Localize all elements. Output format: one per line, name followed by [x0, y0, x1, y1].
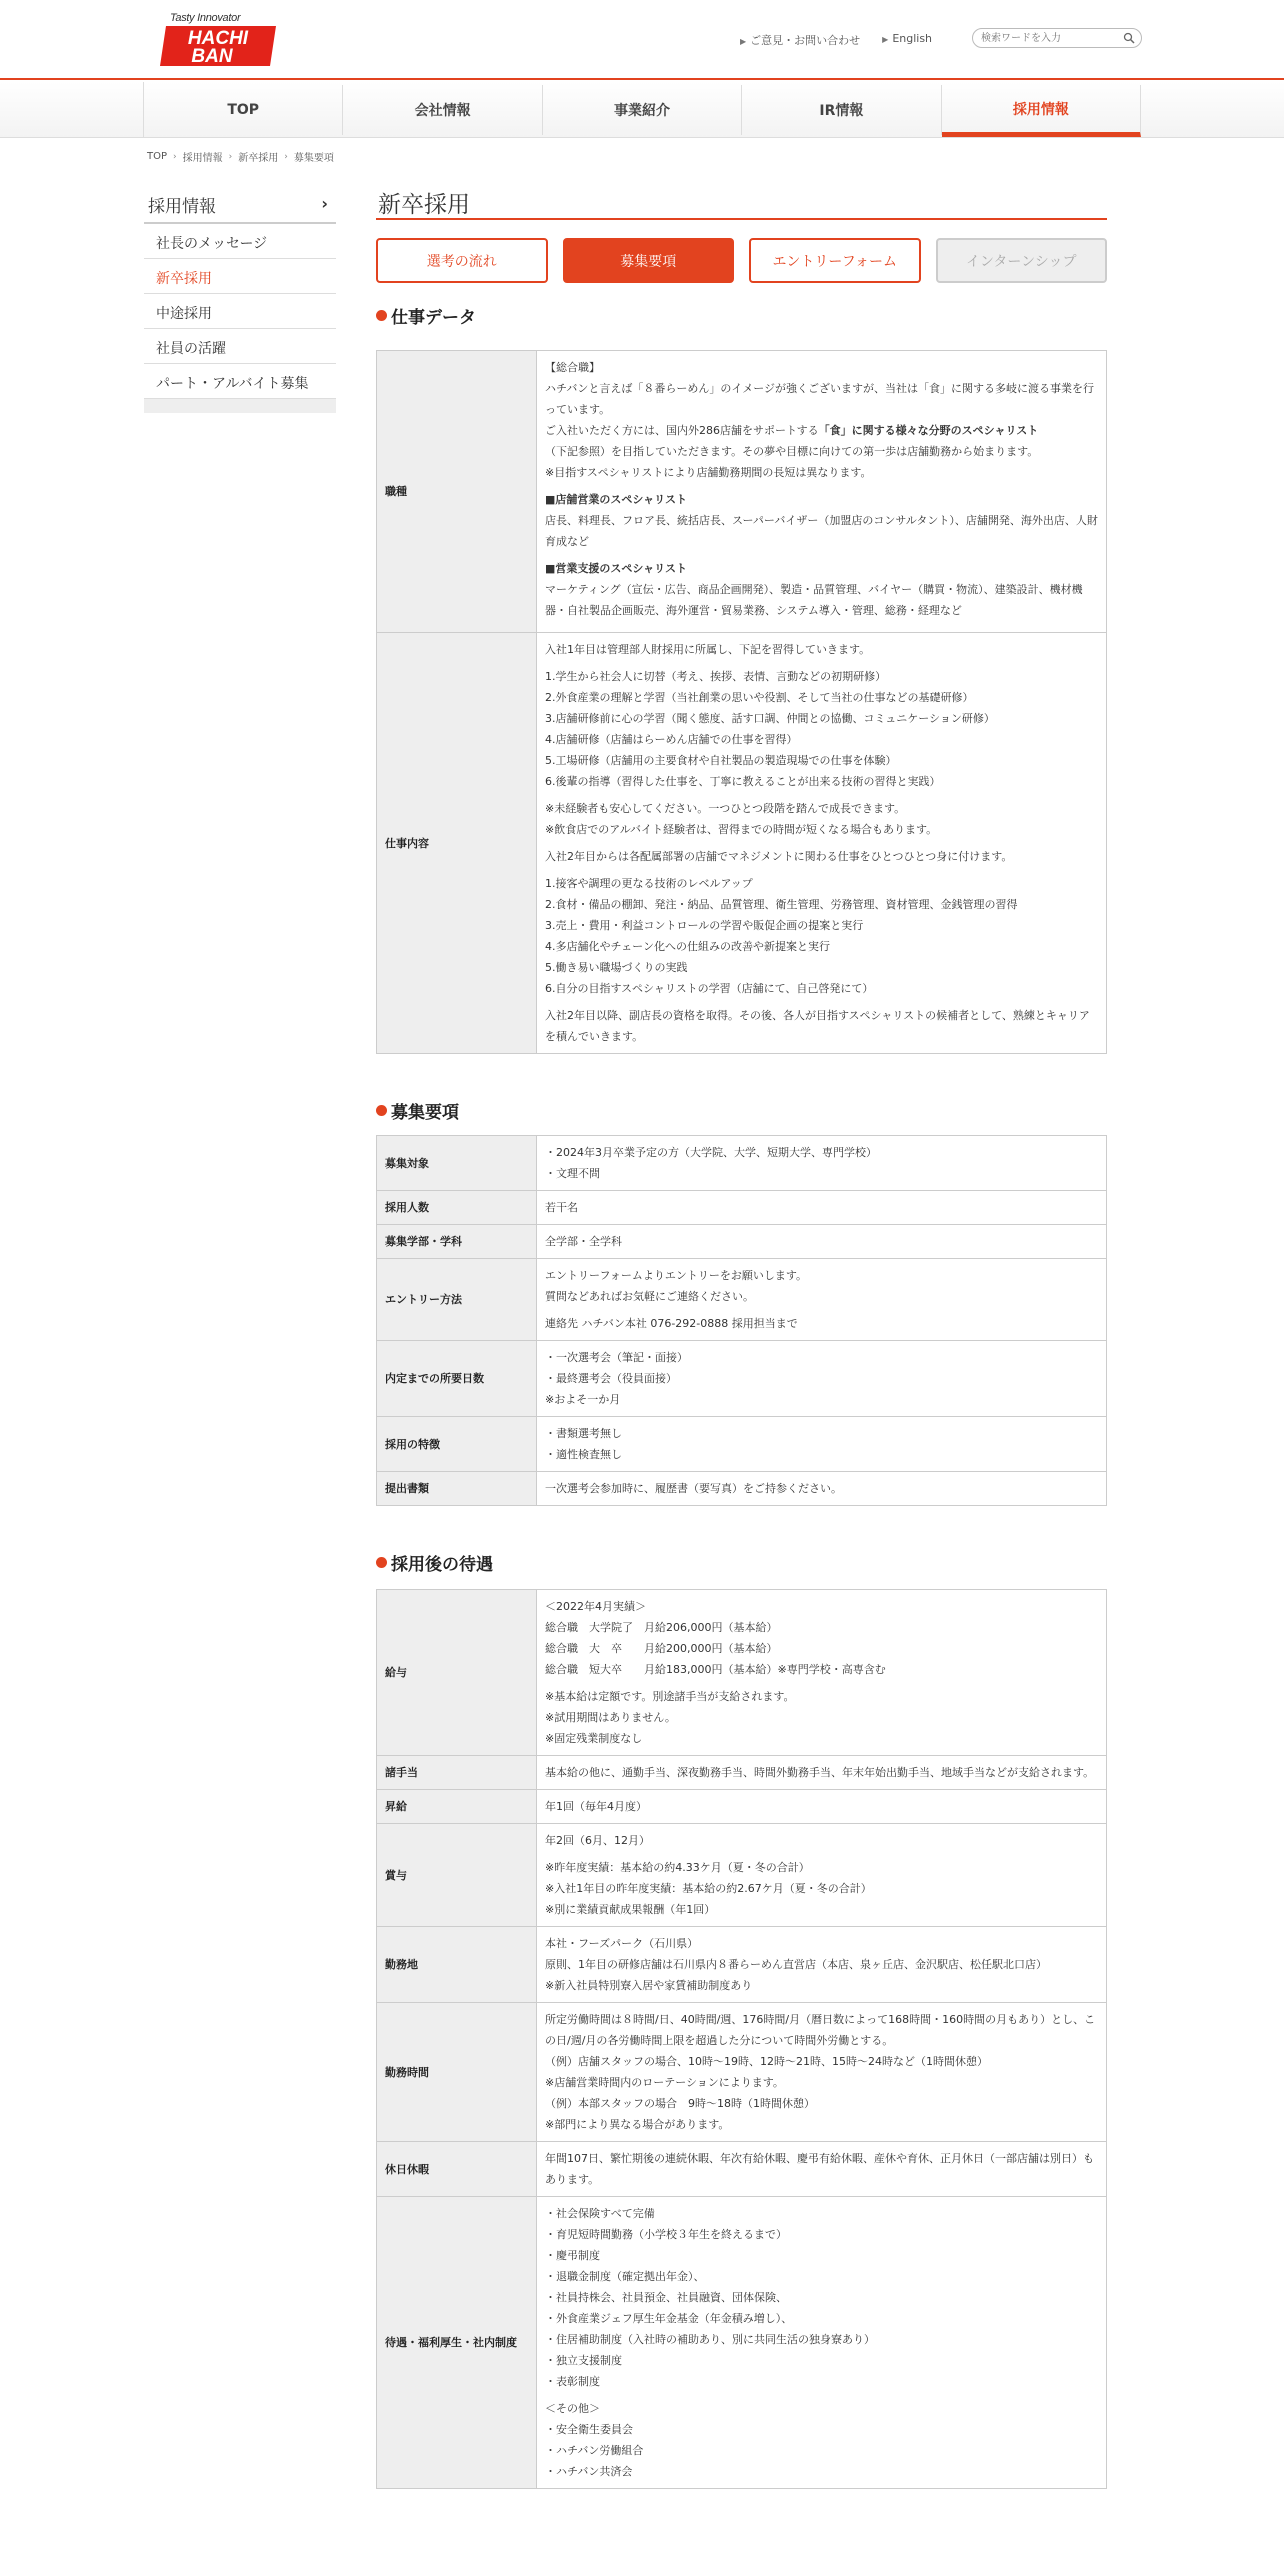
table-row: 待遇・福利厚生・社内制度 ・社会保険すべて完備 ・育児短時間勤務（小学校３年生を終えるまで） ・慶弔制度 ・退職金制度（確定拠出年金）、 ・社員持株会、社員預金、社員融資、団体保険、 ・外食産業ジェフ厚生年金基金（年金積み増し）、 ・住居補助制度（入社時の補助あり、別に共同生活の独身寮あり） ・独立支援制度 ・表彰制度 ＜その他＞ ・安全衛生委員会 ・ハチバン労働組合 ・ハチバン共済会 [377, 2197, 1107, 2489]
table-row: 休日休暇 年間107日、繁忙期後の連続休暇、年次有給休暇、慶弔有給休暇、産休や育休、正月休日（一部店舗は別日）もあります。 [377, 2142, 1107, 2197]
english-link[interactable]: ▶ English [882, 32, 933, 45]
benefits-table [376, 1589, 1107, 2489]
breadcrumb-recruit[interactable]: 採用情報 [182, 153, 223, 164]
nav-ir[interactable]: IR情報 [742, 85, 941, 135]
sidebar [144, 184, 336, 413]
logo-mark [160, 26, 276, 66]
breadcrumb-top[interactable]: TOP [147, 151, 168, 162]
chevron-right-icon: › [173, 151, 177, 162]
breadcrumb [147, 149, 334, 164]
table-row: 募集学部・学科 全学部・全学科 [377, 1225, 1107, 1259]
tab-selection-flow[interactable]: 選考の流れ [376, 238, 548, 283]
table-row: 内定までの所要日数 ・一次選考会（筆記・面接） ・最終選考会（役員面接） ※およそ一か月 [377, 1341, 1107, 1417]
sidebar-item-parttime[interactable]: パート・アルバイト募集 [144, 364, 336, 399]
main-content [376, 186, 1107, 2489]
breadcrumb-newgrad[interactable]: 新卒採用 [238, 153, 279, 164]
table-row [377, 351, 1107, 633]
hachiban-logo[interactable] [160, 12, 280, 68]
sidebar-item-newgrad[interactable]: 新卒採用 [144, 259, 336, 294]
sidebar-item-midcareer[interactable]: 中途採用 [144, 294, 336, 329]
row-value: 【総合職】 ハチバンと言えば「８番らーめん」のイメージが強くございますが、当社は「食」に関する多岐に渡る事業を行っています。 ご入社いただく方には、国内外286店舗をサポートする「食」に関する様々な分野のスペシャリスト （下記参照）を目指していただきます。その夢や目標に向けての第一歩は店舗勤務から始まります。 ※目指すスペシャリストにより店舗勤務期間の長短は異なります。 ■店舗営業のスペシャリスト 店長、料理長、フロア長、統括店長、スーパーバイザー（加盟店のコンサルタント）、店舗開発、海外出店、人財育成など ■営業支援のスペシャリスト マーケティング（宣伝・広告、商品企画開発）、製造・品質管理、バイヤー（購買・物流）、建築設計、機材機器・自社製品企画販売、海外運営・貿易業務、システム導入・管理、総務・経理など [537, 351, 1107, 633]
contact-link[interactable]: ▶ ご意見・お問い合わせ [740, 34, 861, 47]
table-row: 採用人数 若干名 [377, 1191, 1107, 1225]
bullet-icon [376, 1105, 387, 1116]
page-title: 新卒採用 [376, 186, 1107, 220]
section-title-work: 仕事データ [376, 303, 1107, 328]
chevron-right-icon: › [284, 151, 288, 162]
sidebar-footer [144, 399, 336, 413]
search-box [972, 28, 1142, 48]
bullet-icon [376, 310, 387, 321]
table-row: 勤務地 本社・フーズパーク（石川県） 原則、1年目の研修店舗は石川県内８番らーめん直営店（本店、泉ヶ丘店、金沢駅店、松任駅北口店） ※新入社員特別寮入居や家賃補助制度あり [377, 1927, 1107, 2003]
row-value: 入社1年目は管理部人財採用に所属し、下記を習得していきます。 1.学生から社会人に切替（考え、挨拶、表情、言動などの初期研修） 2.外食産業の理解と学習（当社創業の思いや役割、そして当社の仕事などの基礎研修） 3.店舗研修前に心の学習（聞く態度、話す口調、仲間との協働、コミュニケーション研修） 4.店舗研修（店舗はらーめん店舗での仕事を習得） 5.工場研修（店舗用の主要食材や自社製品の製造現場での仕事を体験） 6.後輩の指導（習得した仕事を、丁寧に教えることが出来る技術の習得と実践） ※未経験者も安心してください。一つひとつ段階を踏んで成長できます。 ※飲食店でのアルバイト経験者は、習得までの時間が短くなる場合もあります。 入社2年目からは各配属部署の店舗でマネジメントに関わる仕事をひとつひとつ身に付けます。 1.接客や調理の更なる技術のレベルアップ 2.食材・備品の棚卸、発注・納品、品質管理、衛生管理、労務管理、資材管理、金銭管理の習得 3.売上・費用・利益コントロールの学習や販促企画の提案と実行 4.多店舗化やチェーン化への仕組みの改善や新提案と実行 5.働き易い職場づくりの実践 6.自分の目指すスペシャリストの学習（店舗にて、自己啓発にて） 入社2年目以降、副店長の資格を取得。その後、各人が目指すスペシャリストの候補者として、熟練とキャリアを積んでいきます。 [537, 633, 1107, 1054]
table-row: 採用の特徴 ・書類選考無し ・適性検査無し [377, 1417, 1107, 1472]
section-title-recruit: 募集要項 [376, 1098, 1107, 1123]
table-row: 賞与 年2回（6月、12月） ※昨年度実績：基本給の約4.33ケ月（夏・冬の合計） ※入社1年目の昨年度実績：基本給の約2.67ケ月（夏・冬の合計） ※別に業績貢献成果報酬（年1回） [377, 1824, 1107, 1927]
table-row: 募集対象 ・2024年3月卒業予定の方（大学院、大学、短期大学、専門学校） ・文理不問 [377, 1136, 1107, 1191]
svg-text:BAN: BAN [191, 46, 233, 66]
table-row: エントリー方法 エントリーフォームよりエントリーをお願いします。 質問などあればお気軽にご連絡ください。 連絡先 ハチバン本社 076-292-0888 採用担当まで [377, 1259, 1107, 1341]
tab-bar [376, 238, 1107, 283]
table-row: 提出書類 一次選考会参加時に、履歴書（要写真）をご持参ください。 [377, 1472, 1107, 1506]
table-row [377, 633, 1107, 1054]
sidebar-title[interactable]: 採用情報 › [144, 184, 336, 224]
logo-tagline: Tasty Innovator [170, 12, 241, 24]
recruit-table [376, 1135, 1107, 1506]
row-label: 仕事内容 [377, 633, 537, 1054]
svg-text:HACHI: HACHI [187, 28, 249, 49]
sidebar-item-employees[interactable]: 社員の活躍 [144, 329, 336, 364]
tab-internship: インターンシップ [936, 238, 1108, 283]
table-row: 勤務時間 所定労働時間は８時間/日、40時間/週、176時間/月（暦日数によって168時間・160時間の月もあり）とし、この日/週/月の各労働時間上限を超過した分について時間外労働とする。 （例）店舗スタッフの場合、10時～19時、12時～21時、15時～24時など（1時間休憩） ※店舗営業時間内のローテーションによります。 （例）本部スタッフの場合 9時～18時（1時間休憩） ※部門により異なる場合があります。 [377, 2003, 1107, 2142]
triangle-right-icon: ▶ [740, 37, 747, 46]
bullet-icon [376, 1557, 387, 1568]
nav-business[interactable]: 事業紹介 [543, 85, 742, 135]
sidebar-item-message[interactable]: 社長のメッセージ [144, 224, 336, 259]
global-nav [0, 82, 1284, 138]
table-row: 昇給 年1回（毎年4月度） [377, 1790, 1107, 1824]
chevron-right-icon: › [228, 151, 233, 162]
nav-top[interactable]: TOP [144, 85, 343, 135]
section-title-benefits: 採用後の待遇 [376, 1550, 1107, 1575]
table-row: 給与 ＜2022年4月実績＞ 総合職 大学院了 月給206,000円（基本給） 総合職 大 卒 月給200,000円（基本給） 総合職 短大卒 月給183,000円（基本給）※専門学校・高専含む ※基本給は定額です。別途諸手当が支給されます。 ※試用期間はありません。 ※固定残業制度なし [377, 1590, 1107, 1756]
site-header [0, 0, 1284, 80]
row-label: 職種 [377, 351, 537, 633]
nav-recruit[interactable]: 採用情報 [942, 85, 1141, 137]
triangle-right-icon: ▶ [882, 35, 889, 44]
header-links [740, 32, 932, 48]
work-table [376, 350, 1107, 1054]
nav-company[interactable]: 会社情報 [343, 85, 542, 135]
table-row: 諸手当 基本給の他に、通勤手当、深夜勤務手当、時間外勤務手当、年末年始出勤手当、地域手当などが支給されます。 [377, 1756, 1107, 1790]
search-input[interactable] [981, 29, 1121, 47]
tab-requirements[interactable]: 募集要項 [563, 238, 735, 283]
search-icon[interactable] [1123, 32, 1135, 44]
chevron-right-icon: › [321, 194, 328, 213]
tab-entry-form[interactable]: エントリーフォーム [749, 238, 921, 283]
breadcrumb-current: 募集要項 [293, 153, 334, 164]
